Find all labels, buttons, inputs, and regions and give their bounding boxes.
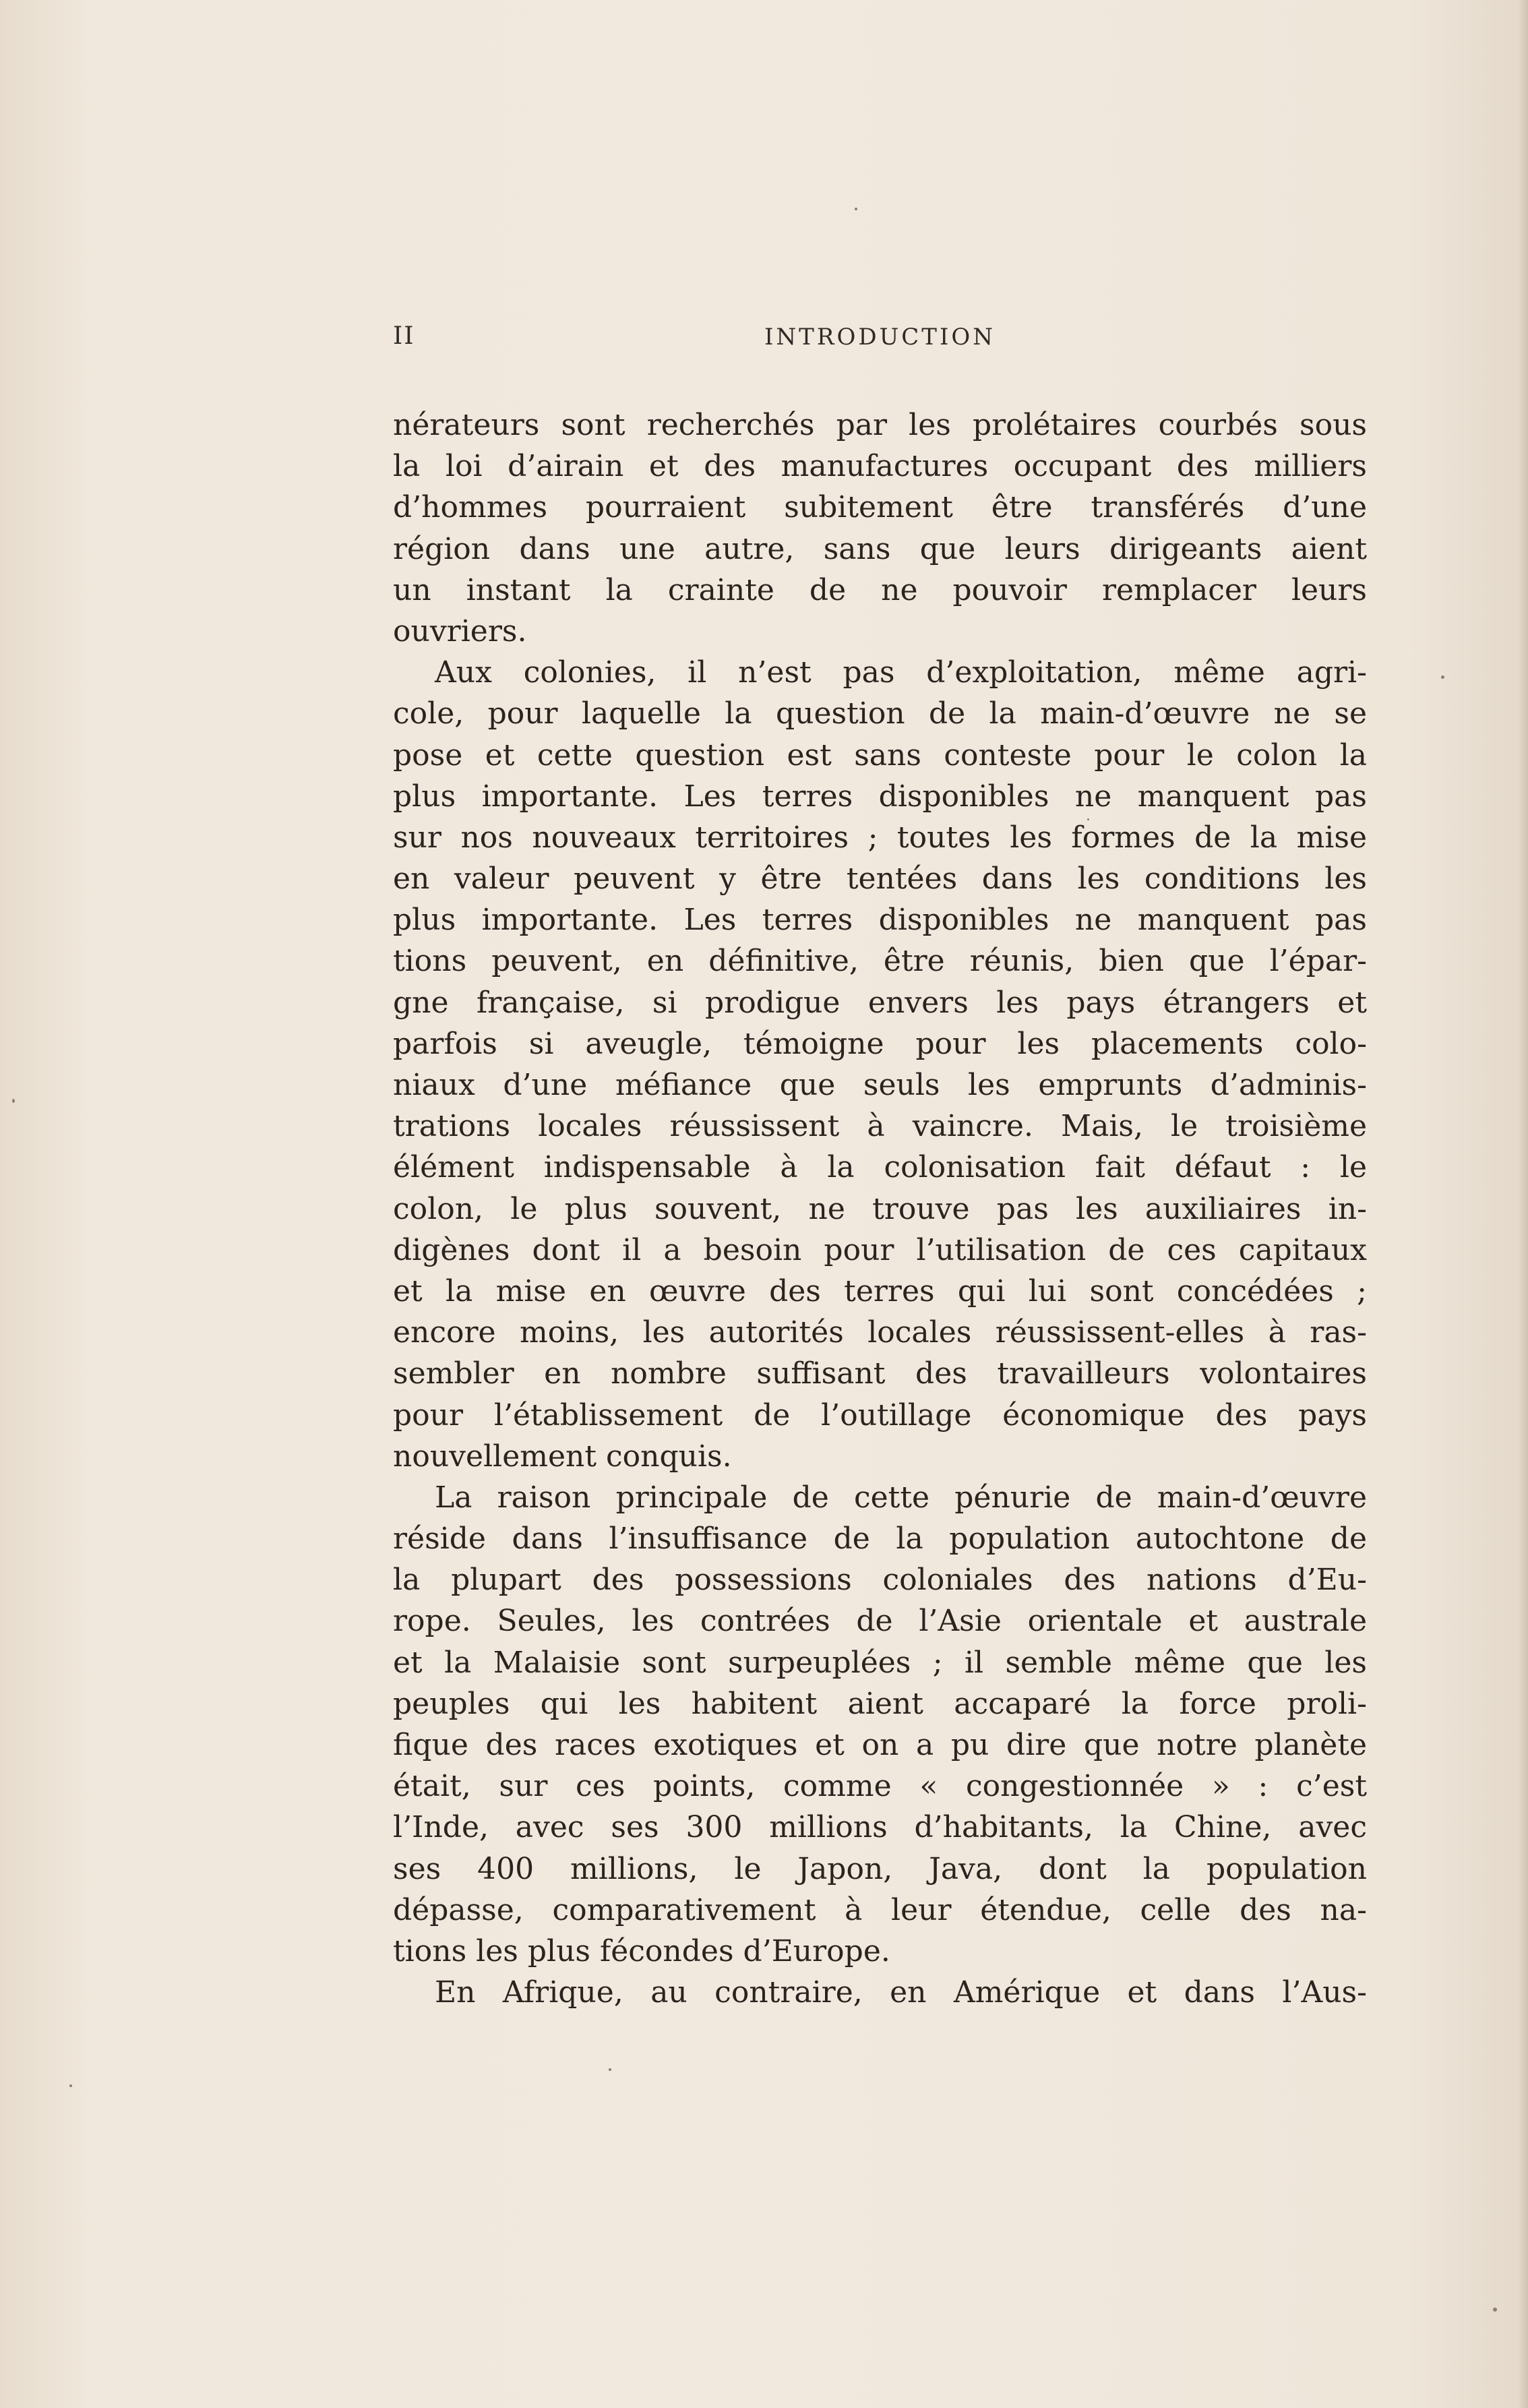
text-line: plus importante. Les terres disponibles ne manquent pas (393, 903, 1367, 938)
text-line: et la mise en œuvre des terres qui lui sont concédées ; (393, 1273, 1367, 1308)
text-line: nérateurs sont recherchés par les prolétaires courbés sous (393, 408, 1367, 442)
text-line: la loi d’airain et des manufactures occupant des milliers (393, 449, 1367, 484)
text-line: la plupart des possessions coloniales des nations d’Eu- (393, 1563, 1367, 1598)
text-line: dépasse, comparativement à leur étendue, celle des na- (393, 1892, 1367, 1927)
text-line: niaux d’une méfiance que seuls les emprunts d’adminis- (393, 1068, 1367, 1102)
text-line: pose et cette question est sans conteste pour le colon la (393, 738, 1367, 773)
paper-speck (609, 2068, 611, 2071)
text-line: rope. Seules, les contrées de l’Asie orientale et australe (393, 1604, 1367, 1639)
text-line: sembler en nombre suffisant des travailleurs volontaires (393, 1356, 1367, 1391)
text-line: ses 400 millions, le Japon, Java, dont la population (393, 1851, 1367, 1886)
paper-speck (855, 208, 857, 210)
text-line: pour l’établissement de l’outillage économique des pays (393, 1397, 1367, 1433)
text-line: La raison principale de cette pénurie de main-d’œuvre (435, 1480, 1367, 1515)
text-line: parfois si aveugle, témoigne pour les placements colo- (393, 1026, 1367, 1061)
text-line: région dans une autre, sans que leurs dirigeants aient (393, 531, 1367, 566)
page-number: II (393, 322, 415, 350)
text-line: gne française, si prodigue envers les pays étrangers et (393, 985, 1367, 1020)
text-line: élément indispensable à la colonisation fait défaut : le (393, 1150, 1367, 1185)
text-line: d’hommes pourraient subitement être transférés d’une (393, 490, 1367, 525)
paper-speck (1441, 675, 1444, 679)
running-head (393, 322, 1367, 363)
text-line: cole, pour laquelle la question de la main-d’œuvre ne se (393, 696, 1367, 731)
text-line: l’Inde, avec ses 300 millions d’habitants, la Chine, avec (393, 1810, 1367, 1845)
text-line: ouvriers. (393, 613, 527, 649)
text-line: trations locales réussissent à vaincre. Mais, le troisième (393, 1109, 1367, 1144)
text-line: sur nos nouveaux territoires ; toutes les formes de la mise (393, 820, 1367, 855)
text-line: tions peuvent, en définitive, être réunis, bien que l’épar- (393, 944, 1367, 979)
text-line: plus importante. Les terres disponibles ne manquent pas (393, 779, 1367, 814)
body-text (393, 404, 1367, 2013)
text-line: fique des races exotiques et on a pu dire que notre planète (393, 1728, 1367, 1762)
paper-speck (69, 2084, 72, 2087)
text-line: et la Malaisie sont surpeuplées ; il semble même que les (393, 1645, 1367, 1680)
text-line: tions les plus fécondes d’Europe. (393, 1933, 890, 1968)
paper-speck (12, 1099, 15, 1103)
text-line: digènes dont il a besoin pour l’utilisation de ces capitaux (393, 1232, 1367, 1267)
text-line: peuples qui les habitent aient accaparé la force proli- (393, 1686, 1367, 1721)
paper-speck (1493, 2308, 1497, 2312)
text-line: nouvellement conquis. (393, 1439, 732, 1474)
text-line: En Afrique, au contraire, en Amérique et dans l’Aus- (435, 1975, 1367, 2010)
text-line: encore moins, les autorités locales réussissent-elles à ras- (393, 1315, 1367, 1350)
text-line: réside dans l’insuffisance de la population autochtone de (393, 1522, 1367, 1557)
chapter-title: INTRODUCTION (764, 324, 996, 351)
text-line: colon, le plus souvent, ne trouve pas les auxiliaires in- (393, 1191, 1367, 1226)
page-edge-shadow (1519, 0, 1528, 2408)
text-line: un instant la crainte de ne pouvoir remplacer leurs (393, 572, 1367, 607)
text-line: en valeur peuvent y être tentées dans les conditions les (393, 862, 1367, 897)
text-line: était, sur ces points, comme « congestionnée » : c’est (393, 1769, 1367, 1804)
text-line: Aux colonies, il n’est pas d’exploitation, même agri- (435, 655, 1367, 690)
